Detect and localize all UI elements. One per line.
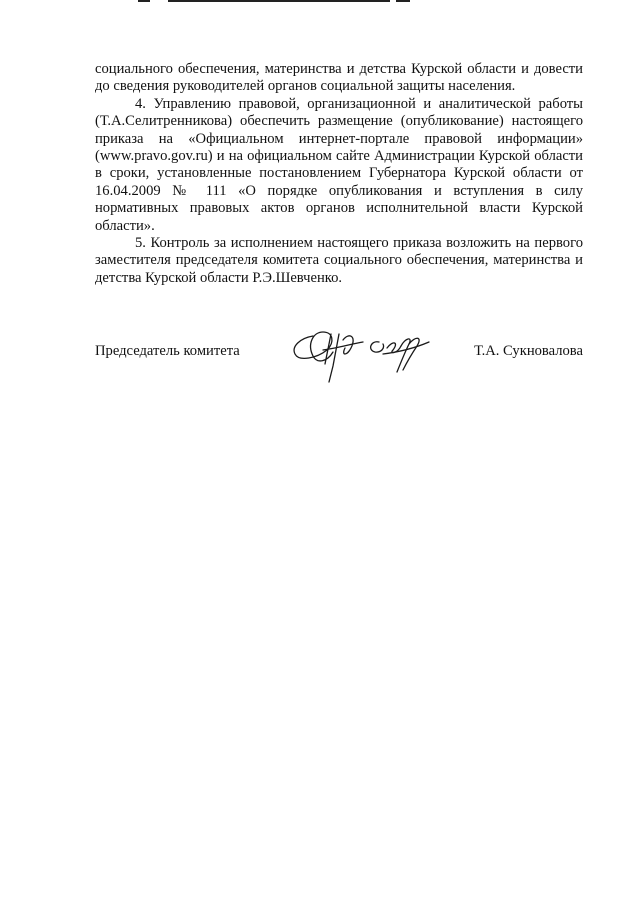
paragraph-item-5: 5. Контроль за исполнением настоящего приказа возложить на первого заместителя председателя комитета социального обеспечения, материнства и детства Курской области Р.Э.Шевченко. bbox=[95, 235, 583, 286]
paragraph-continuation: социального обеспечения, материнства и детства Курской области и довести до сведения руководителей органов социальной защиты населения. bbox=[95, 61, 583, 95]
signature-block bbox=[95, 322, 583, 382]
top-rule-right bbox=[396, 0, 410, 2]
signatory-name: Т.А. Сукновалова bbox=[474, 343, 583, 359]
signatory-position: Председатель комитета bbox=[95, 343, 240, 359]
document-body bbox=[95, 61, 583, 287]
top-rule-main bbox=[168, 0, 390, 2]
top-rule-left bbox=[138, 0, 150, 2]
handwritten-signature-icon bbox=[283, 322, 433, 384]
paragraph-item-4: 4. Управлению правовой, организационной и аналитической работы (Т.А.Селитренникова) обеспечить размещение (опубликование) настоящего приказа на «Официальном интернет-портале правовой информации» (www.pravo.gov.ru) и на официальном сайте Администрации Курской области в сроки, установленные постановлением Губернатора Курской области от 16.04.2009 № 111 «О порядке опубликования и вступления в силу нормативных правовых актов органов исполнительной власти Курской области». bbox=[95, 95, 583, 234]
